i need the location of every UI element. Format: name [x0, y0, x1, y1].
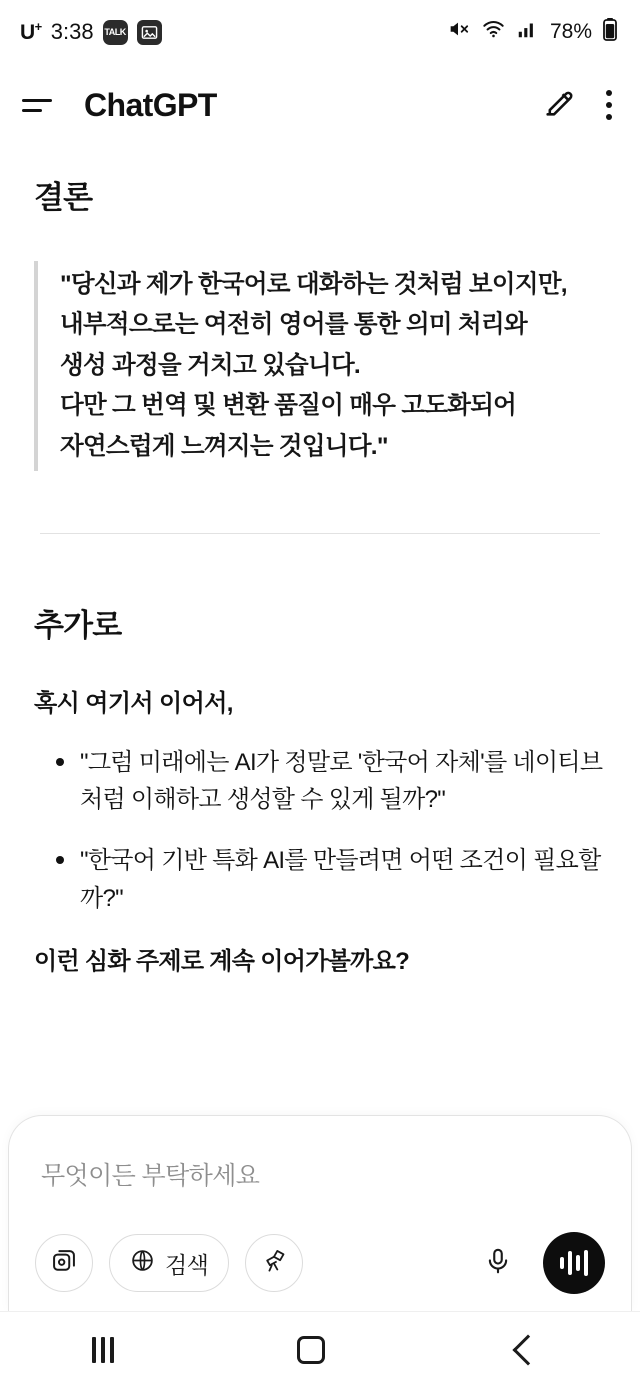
quote-line: 생성 과정을 거치고 있습니다.	[60, 351, 361, 379]
clock: 3:38	[50, 19, 94, 44]
signal-icon	[516, 18, 538, 46]
battery-percent: 78%	[549, 20, 592, 43]
app-bar	[0, 64, 640, 146]
list-item: "한국어 기반 특화 AI를 만들려면 어떤 조건이 필요할까?"	[52, 842, 606, 916]
voice-waveform-icon	[576, 1255, 580, 1271]
carrier-label: U+	[20, 19, 42, 44]
home-icon[interactable]	[297, 1336, 325, 1364]
assistant-quote-block	[34, 261, 606, 471]
back-icon	[513, 1334, 544, 1365]
closing-question: 이런 심화 주제로 계속 이어가볼까요?	[34, 947, 410, 975]
voice-waveform-icon	[584, 1250, 588, 1276]
status-bar-right	[445, 17, 618, 47]
wifi-icon	[481, 18, 506, 46]
attach-tools-button[interactable]	[35, 1234, 93, 1292]
back-button[interactable]	[508, 1339, 548, 1361]
page-title: ChatGPT	[84, 86, 217, 123]
kebab-menu-icon[interactable]	[604, 87, 614, 123]
search-button-label: 검색	[165, 1251, 209, 1278]
app-bar-actions	[542, 86, 614, 125]
image-tools-icon	[50, 1247, 78, 1280]
voice-waveform-icon	[568, 1251, 572, 1275]
quote-line: "당신과 제가 한국어로 대화하는 것처럼 보이지만,	[60, 271, 567, 298]
telescope-icon	[261, 1247, 288, 1279]
message-input[interactable]: 무엇이든 부탁하세요	[41, 1162, 260, 1190]
status-bar	[0, 0, 640, 64]
quote-line: 내부적으로는 여전히 영어를 통한 의미 처리와	[60, 311, 527, 339]
recents-icon[interactable]	[92, 1337, 114, 1363]
compose-icon[interactable]	[542, 86, 576, 125]
heading-conclusion: 결론	[34, 180, 93, 215]
section-divider	[40, 533, 600, 534]
list-item: "그럼 미래에는 AI가 정말로 '한국어 자체'를 네이티브처럼 이해하고 생성할 수 있게 될까?"	[52, 744, 606, 818]
kakaotalk-icon: TALK	[103, 20, 128, 45]
hamburger-icon[interactable]	[22, 87, 58, 123]
search-button[interactable]	[109, 1234, 229, 1292]
microphone-icon	[483, 1246, 513, 1281]
globe-icon	[130, 1248, 155, 1278]
message-composer	[8, 1115, 632, 1312]
dictate-button[interactable]	[469, 1234, 527, 1292]
suggestion-list	[34, 744, 606, 917]
system-nav-bar	[0, 1311, 640, 1387]
conversation-area	[0, 146, 640, 1115]
composer-toolbar	[35, 1232, 605, 1294]
quote-line: 자연스럽게 느껴지는 것입니다."	[60, 432, 388, 460]
status-bar-left	[20, 19, 162, 45]
mute-icon	[445, 18, 471, 46]
heading-additional: 추가로	[34, 608, 122, 644]
voice-mode-button[interactable]	[543, 1232, 605, 1294]
voice-waveform-icon	[560, 1257, 564, 1269]
deep-research-button[interactable]	[245, 1234, 303, 1292]
quote-line: 다만 그 번역 및 변환 품질이 매우 고도화되어	[60, 392, 517, 420]
gallery-icon	[137, 20, 162, 45]
battery-icon	[602, 17, 618, 47]
lead-text: 혹시 여기서 이어서,	[34, 690, 233, 718]
